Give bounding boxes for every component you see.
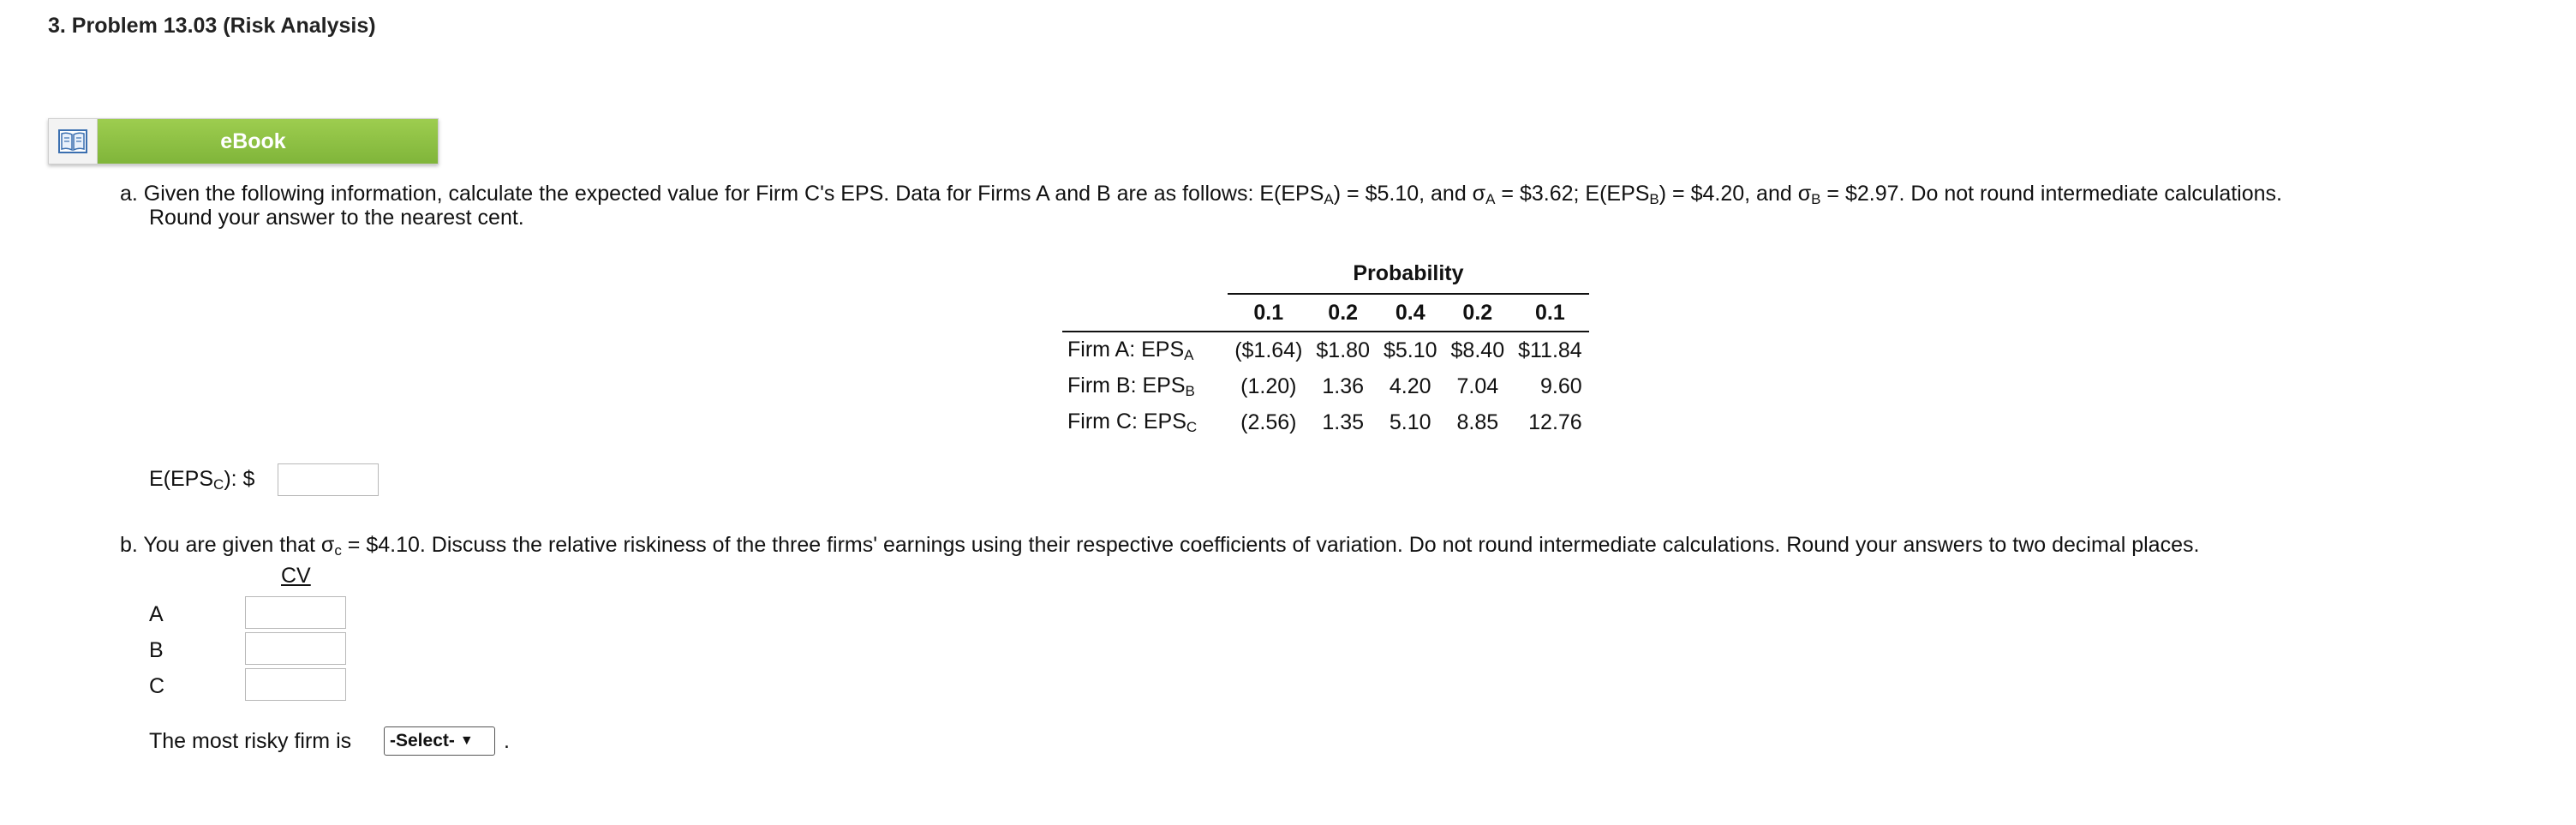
ebook-button[interactable] xyxy=(48,118,439,164)
cv-column-header: CV xyxy=(281,564,311,588)
table-cell: (1.20) xyxy=(1240,374,1297,398)
table-cell: $11.84 xyxy=(1518,338,1582,362)
problem-title: 3. Problem 13.03 (Risk Analysis) xyxy=(48,14,376,38)
table-cell: ($1.64) xyxy=(1234,338,1303,362)
table-cell: 1.35 xyxy=(1322,410,1365,434)
cv-input-b[interactable] xyxy=(245,632,346,665)
probability-header: 0.4 xyxy=(1377,294,1444,332)
book-icon xyxy=(49,119,98,164)
part-a-instruction: Round your answer to the nearest cent. xyxy=(149,206,524,230)
table-cell: 7.04 xyxy=(1456,374,1499,398)
cv-row-label-b: B xyxy=(149,638,164,662)
cv-row-label-c: C xyxy=(149,674,165,698)
eps-c-label: $E(EPS_C)$: $ xyxy=(149,467,255,493)
table-row xyxy=(1062,332,1589,368)
cv-row-label-a: A xyxy=(149,602,164,626)
ebook-label: eBook xyxy=(98,119,438,164)
probability-header: 0.2 xyxy=(1309,294,1377,332)
probability-header: 0.1 xyxy=(1511,294,1589,332)
probability-row xyxy=(1062,294,1589,332)
part-b-question: b. You are given that $\sigma_c$ = $4.10. Discuss the relative riskiness of the three firms' earnings using their respective coefficients of variation. Do not round intermediate calculations. Round your answers to two decimal places. xyxy=(120,533,2200,559)
part-a-question: a. Given the following information, calculate the expected value for Firm C's EPS. Data for Firms A and B are as follows: $E(EPS_A)$ = $5.10, and $\sigma_A$ = $3.62; $E(EPS_B)$ = $4.20, and $\sigma_B$ = $2.97. Do not round intermediate calculations. xyxy=(120,182,2282,207)
probability-header: 0.1 xyxy=(1228,294,1309,332)
select-value: -Select- xyxy=(390,731,455,750)
row-label: Firm B: $EPS_B$ xyxy=(1067,373,1195,399)
table-cell: 1.36 xyxy=(1322,374,1365,398)
probability-table xyxy=(1062,257,1589,440)
table-title: Probability xyxy=(1228,257,1589,294)
cv-input-c[interactable] xyxy=(245,668,346,701)
table-row xyxy=(1062,368,1589,404)
sentence-period: . xyxy=(504,729,510,753)
table-cell: 12.76 xyxy=(1528,410,1582,434)
cv-input-a[interactable] xyxy=(245,596,346,629)
table-cell: 8.85 xyxy=(1456,410,1499,434)
table-cell: 4.20 xyxy=(1389,374,1431,398)
chevron-down-icon: ▼ xyxy=(459,733,474,748)
table-cell: 5.10 xyxy=(1389,410,1431,434)
table-cell: $5.10 xyxy=(1383,338,1437,362)
table-cell: $1.80 xyxy=(1316,338,1370,362)
probability-header: 0.2 xyxy=(1444,294,1512,332)
table-row xyxy=(1062,404,1589,440)
row-label: Firm A: $EPS_A$ xyxy=(1067,337,1194,363)
table-cell: 9.60 xyxy=(1540,374,1582,398)
table-cell: $8.40 xyxy=(1450,338,1505,362)
table-cell: (2.56) xyxy=(1240,410,1297,434)
eps-c-input[interactable] xyxy=(278,463,379,496)
most-risky-label: The most risky firm is xyxy=(149,729,352,753)
row-label: Firm C: $EPS_C$ xyxy=(1067,409,1198,435)
most-risky-select[interactable] xyxy=(384,726,495,756)
